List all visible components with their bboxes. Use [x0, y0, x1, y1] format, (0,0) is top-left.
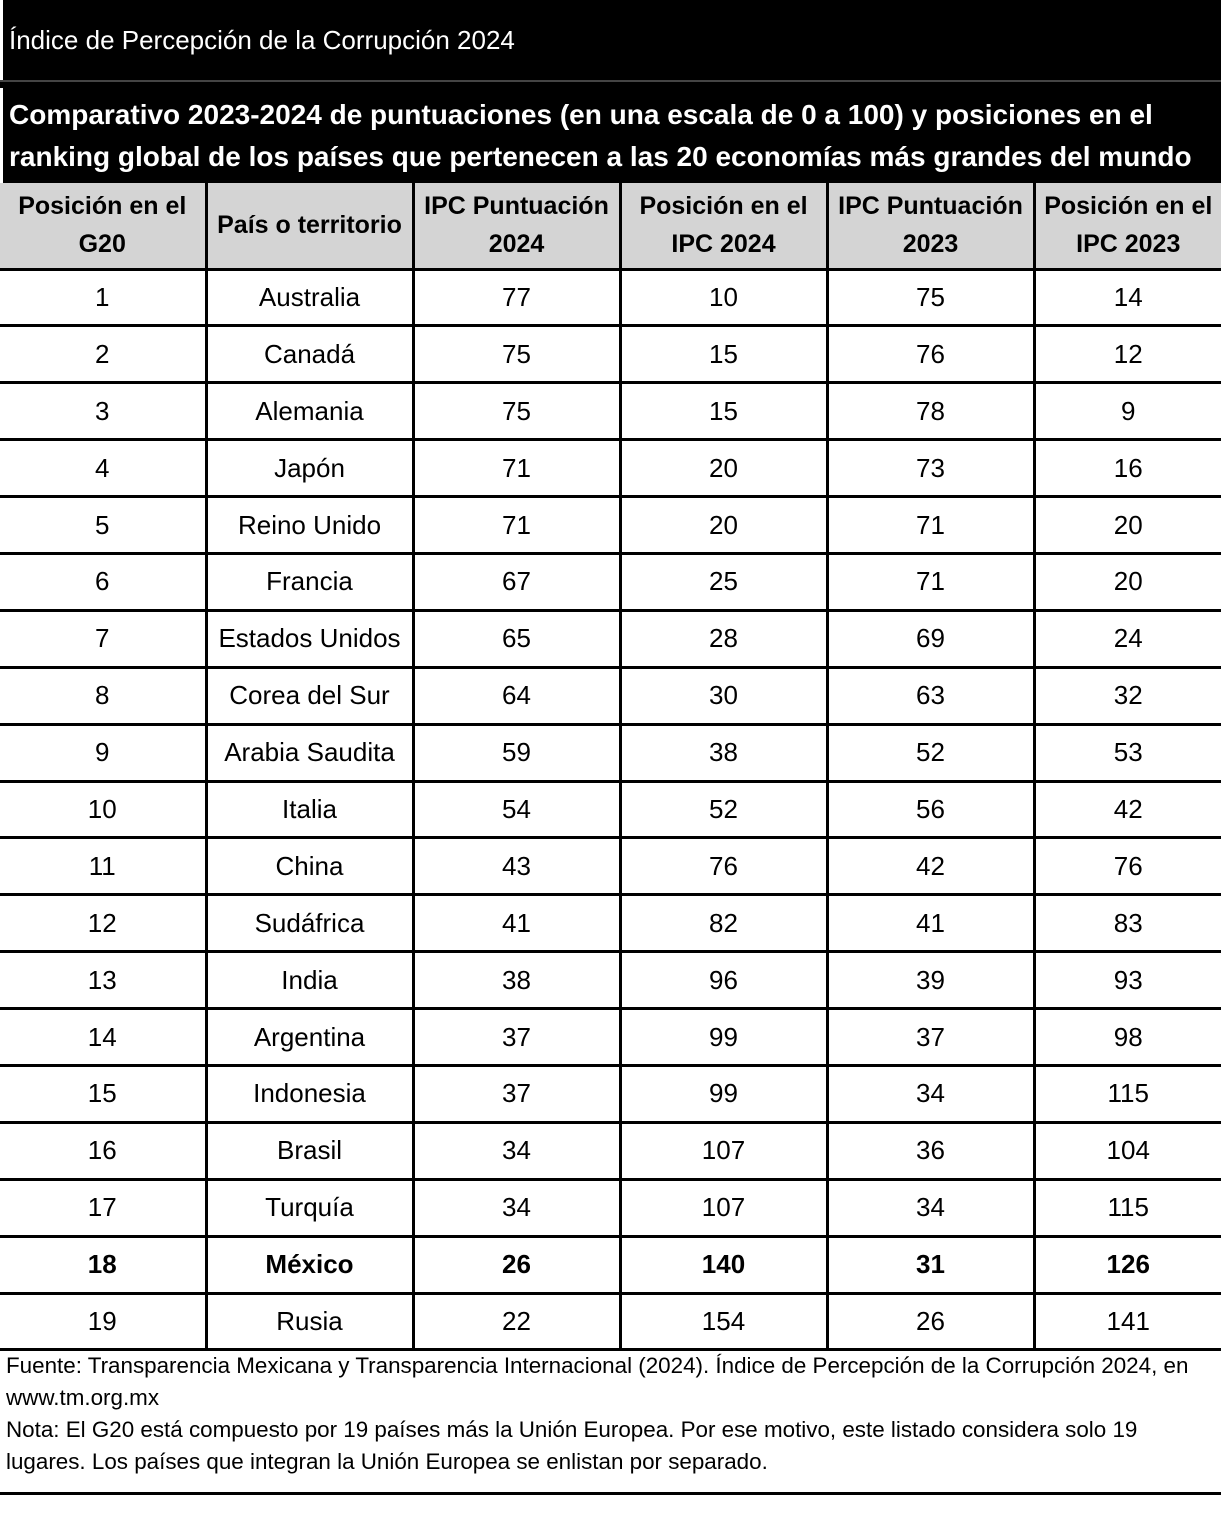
table-cell: 13	[0, 952, 206, 1009]
table-cell: 9	[0, 724, 206, 781]
table-cell: 32	[1034, 667, 1221, 724]
table-cell: 15	[620, 383, 827, 440]
bottom-divider	[0, 1492, 1221, 1495]
table-cell: 71	[827, 497, 1034, 554]
table-row	[0, 952, 1221, 1009]
column-header-line: IPC 2024	[671, 230, 776, 259]
table-cell: 71	[413, 497, 620, 554]
table-cell: 31	[827, 1236, 1034, 1293]
table-row	[0, 383, 1221, 440]
table-cell: 154	[620, 1293, 827, 1350]
table-cell: 38	[620, 724, 827, 781]
table-cell: Turquía	[206, 1179, 413, 1236]
table-cell: 126	[1034, 1236, 1221, 1293]
table-body	[0, 269, 1221, 1350]
table-cell: 10	[620, 269, 827, 326]
table-cell: China	[206, 838, 413, 895]
table-cell: 75	[827, 269, 1034, 326]
table-cell: 16	[0, 1122, 206, 1179]
table-cell: 115	[1034, 1065, 1221, 1122]
column-header-line: Posición en el	[639, 192, 808, 221]
table-cell: 3	[0, 383, 206, 440]
table-cell: 65	[413, 610, 620, 667]
table-cell: 37	[827, 1009, 1034, 1066]
table-cell: 98	[1034, 1009, 1221, 1066]
source-note: Fuente: Transparencia Mexicana y Transparencia Internacional (2024). Índice de Percepción de la Corrupción 2024, en www.tm.org.mx	[6, 1353, 1189, 1410]
table-cell: 52	[827, 724, 1034, 781]
table-cell: 37	[413, 1009, 620, 1066]
table-cell: 10	[0, 781, 206, 838]
table-cell: 76	[620, 838, 827, 895]
table-row	[0, 1009, 1221, 1066]
subtitle-line-2: ranking global de los países que pertenecen a las 20 economías más grandes del mundo	[9, 141, 1192, 172]
table-cell: Argentina	[206, 1009, 413, 1066]
column-header	[206, 183, 413, 269]
table-cell: 76	[1034, 838, 1221, 895]
table-cell: 14	[0, 1009, 206, 1066]
table-cell: Italia	[206, 781, 413, 838]
column-header	[620, 183, 827, 269]
table-cell: México	[206, 1236, 413, 1293]
table-cell: 93	[1034, 952, 1221, 1009]
table-cell: 16	[1034, 440, 1221, 497]
table-cell: 2	[0, 326, 206, 383]
table-row	[0, 1179, 1221, 1236]
table-cell: 99	[620, 1009, 827, 1066]
table-cell: 67	[413, 553, 620, 610]
table-row	[0, 553, 1221, 610]
table-cell: 42	[1034, 781, 1221, 838]
g20-note: Nota: El G20 está compuesto por 19 países más la Unión Europea. Por ese motivo, este listado considera solo 19 lugares. Los países que integran la Unión Europea se enlistan por separado.	[6, 1417, 1138, 1474]
table-cell: 41	[827, 895, 1034, 952]
table-cell: 75	[413, 383, 620, 440]
table-cell: Francia	[206, 553, 413, 610]
table-cell: 96	[620, 952, 827, 1009]
table-cell: India	[206, 952, 413, 1009]
table-cell: 107	[620, 1122, 827, 1179]
table-cell: Estados Unidos	[206, 610, 413, 667]
table-cell: 115	[1034, 1179, 1221, 1236]
table-cell: 4	[0, 440, 206, 497]
table-cell: 15	[620, 326, 827, 383]
table-cell: 34	[827, 1179, 1034, 1236]
table-row	[0, 1236, 1221, 1293]
table-cell: 56	[827, 781, 1034, 838]
ipc-ranking-table	[0, 183, 1221, 1351]
table-cell: 22	[413, 1293, 620, 1350]
table-cell: 24	[1034, 610, 1221, 667]
table-header-row	[0, 183, 1221, 269]
table-row	[0, 667, 1221, 724]
table-cell: 69	[827, 610, 1034, 667]
table-cell: 75	[413, 326, 620, 383]
table-cell: 20	[620, 440, 827, 497]
table-row	[0, 326, 1221, 383]
table-cell: 63	[827, 667, 1034, 724]
table-row	[0, 895, 1221, 952]
column-header-line: 2024	[488, 230, 545, 259]
table-cell: 5	[0, 497, 206, 554]
table-cell: 41	[413, 895, 620, 952]
table-cell: 36	[827, 1122, 1034, 1179]
table-cell: 20	[1034, 553, 1221, 610]
table-cell: 19	[0, 1293, 206, 1350]
table-row	[0, 1293, 1221, 1350]
table-cell: Alemania	[206, 383, 413, 440]
table-cell: 34	[413, 1179, 620, 1236]
table-cell: 38	[413, 952, 620, 1009]
table-cell: 71	[413, 440, 620, 497]
table-cell: 78	[827, 383, 1034, 440]
table-cell: 1	[0, 269, 206, 326]
table-cell: 11	[0, 838, 206, 895]
table-cell: 76	[827, 326, 1034, 383]
table-row	[0, 838, 1221, 895]
title-separator	[0, 80, 1221, 88]
table-cell: 6	[0, 553, 206, 610]
table-cell: 15	[0, 1065, 206, 1122]
page-title: Índice de Percepción de la Corrupción 2024	[0, 0, 1221, 80]
table-cell: 12	[1034, 326, 1221, 383]
table-cell: 14	[1034, 269, 1221, 326]
table-cell: 73	[827, 440, 1034, 497]
column-header	[1034, 183, 1221, 269]
table-cell: Arabia Saudita	[206, 724, 413, 781]
column-header	[0, 183, 206, 269]
table-cell: 30	[620, 667, 827, 724]
table-cell: 82	[620, 895, 827, 952]
table-row	[0, 497, 1221, 554]
table-cell: 140	[620, 1236, 827, 1293]
table-row	[0, 1122, 1221, 1179]
table-cell: 54	[413, 781, 620, 838]
table-cell: 37	[413, 1065, 620, 1122]
table-row	[0, 610, 1221, 667]
table-cell: 8	[0, 667, 206, 724]
column-header-line: Posición en el	[1044, 192, 1213, 221]
table-row	[0, 1065, 1221, 1122]
table-cell: 20	[1034, 497, 1221, 554]
column-header-line: 2023	[902, 230, 959, 259]
table-cell: 7	[0, 610, 206, 667]
column-header	[413, 183, 620, 269]
table-row	[0, 724, 1221, 781]
footer-notes	[6, 1350, 1218, 1478]
column-header-line: IPC 2023	[1076, 230, 1181, 259]
column-header	[827, 183, 1034, 269]
table-cell: 71	[827, 553, 1034, 610]
column-header-line: G20	[78, 230, 126, 259]
table-cell: 42	[827, 838, 1034, 895]
table-cell: 17	[0, 1179, 206, 1236]
table-row	[0, 269, 1221, 326]
page-subtitle	[0, 88, 1221, 183]
table-cell: 104	[1034, 1122, 1221, 1179]
subtitle-line-1: Comparativo 2023-2024 de puntuaciones (en una escala de 0 a 100) y posiciones en el	[9, 99, 1153, 130]
table-cell: 26	[827, 1293, 1034, 1350]
table-cell: Australia	[206, 269, 413, 326]
table-cell: 18	[0, 1236, 206, 1293]
table-cell: 25	[620, 553, 827, 610]
table-cell: Corea del Sur	[206, 667, 413, 724]
table-cell: Sudáfrica	[206, 895, 413, 952]
table-row	[0, 440, 1221, 497]
table-cell: 52	[620, 781, 827, 838]
table-row	[0, 781, 1221, 838]
table-cell: 64	[413, 667, 620, 724]
table-cell: Japón	[206, 440, 413, 497]
table-cell: Brasil	[206, 1122, 413, 1179]
table-cell: Canadá	[206, 326, 413, 383]
table-cell: 12	[0, 895, 206, 952]
table-cell: 34	[413, 1122, 620, 1179]
column-header-line: IPC Puntuación	[838, 192, 1023, 221]
table-cell: 107	[620, 1179, 827, 1236]
table-cell: 34	[827, 1065, 1034, 1122]
column-header-line: Posición en el	[18, 192, 187, 221]
table-cell: Indonesia	[206, 1065, 413, 1122]
table-cell: 26	[413, 1236, 620, 1293]
table-cell: 39	[827, 952, 1034, 1009]
table-cell: 59	[413, 724, 620, 781]
column-header-line: IPC Puntuación	[424, 192, 609, 221]
table-cell: 28	[620, 610, 827, 667]
column-header-line: País o territorio	[217, 211, 402, 240]
table-cell: 141	[1034, 1293, 1221, 1350]
table-cell: 43	[413, 838, 620, 895]
table-cell: 99	[620, 1065, 827, 1122]
table-cell: Reino Unido	[206, 497, 413, 554]
table-cell: 77	[413, 269, 620, 326]
table-cell: 53	[1034, 724, 1221, 781]
table-cell: 83	[1034, 895, 1221, 952]
table-cell: Rusia	[206, 1293, 413, 1350]
table-cell: 9	[1034, 383, 1221, 440]
table-cell: 20	[620, 497, 827, 554]
